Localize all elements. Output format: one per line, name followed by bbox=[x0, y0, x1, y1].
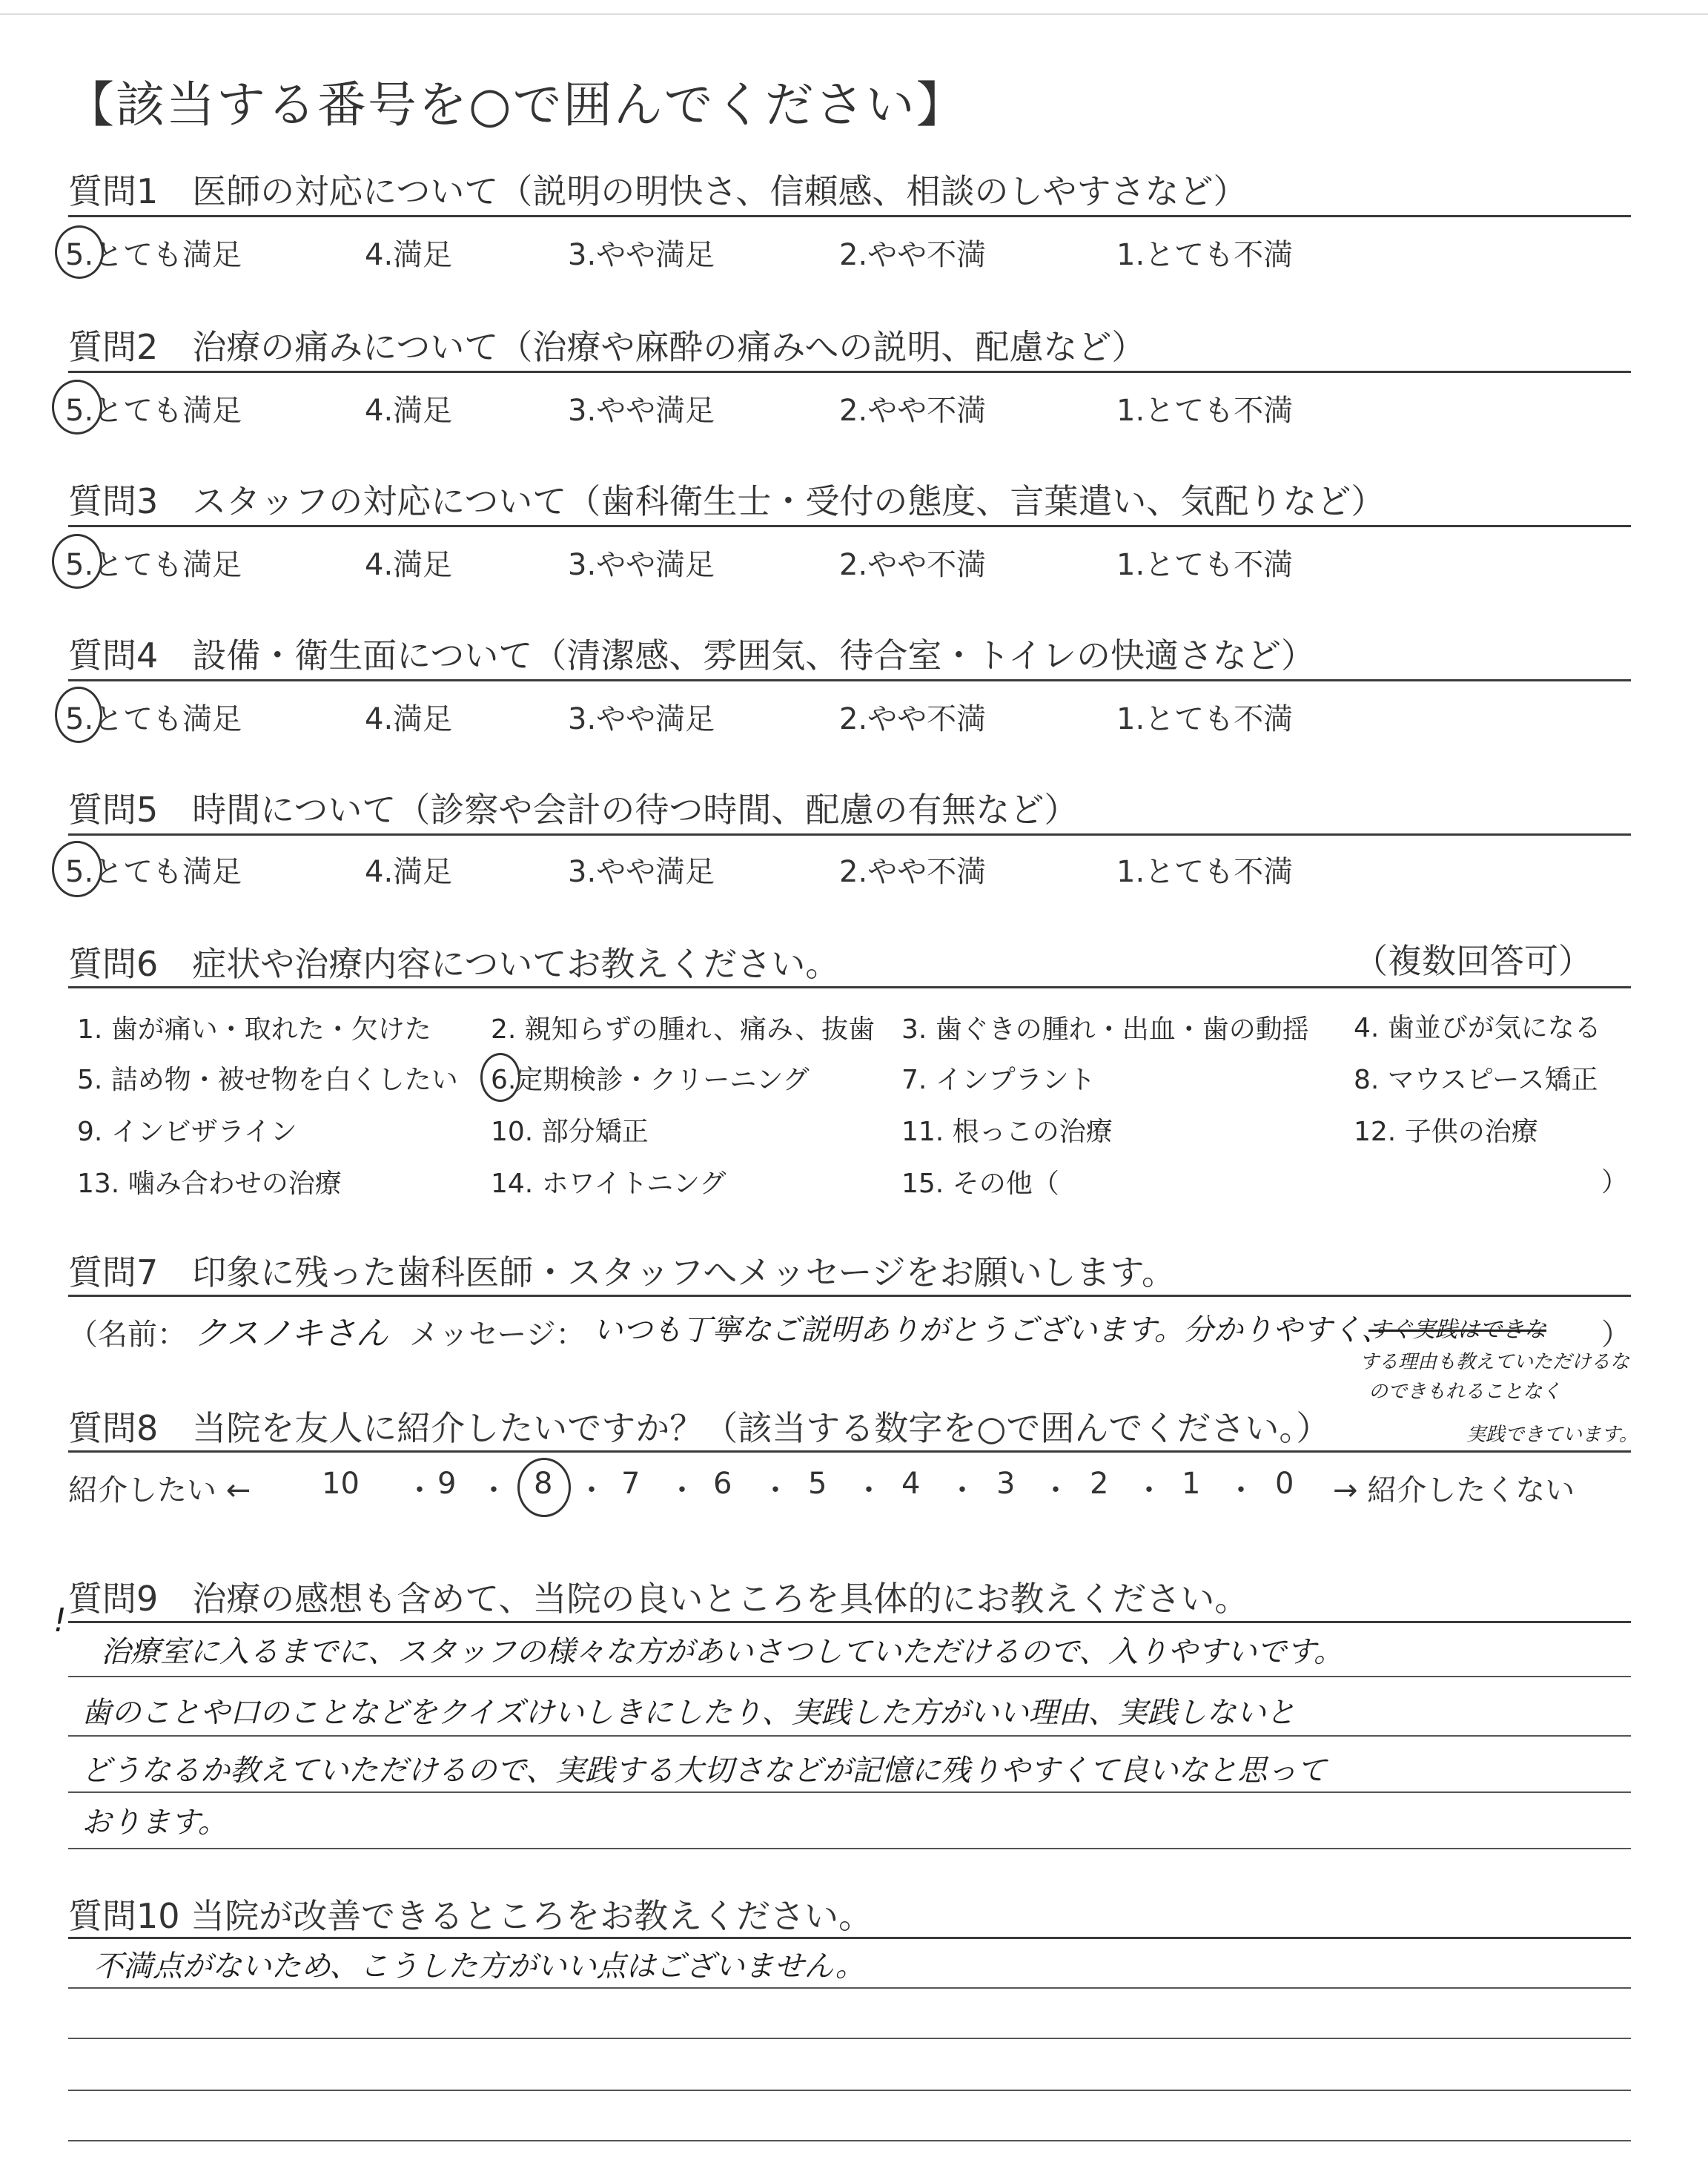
q1-option-2[interactable]: 2.やや不満 bbox=[839, 238, 987, 272]
q6-option-4[interactable]: 4. 歯並びが気になる bbox=[1354, 1013, 1601, 1043]
q8-scale-0[interactable]: 0 bbox=[1275, 1467, 1294, 1501]
q7-close-paren: ） bbox=[1601, 1318, 1631, 1352]
q9-line-1 bbox=[68, 1676, 1631, 1677]
q3-selection-circle bbox=[52, 534, 102, 589]
q6-option-8[interactable]: 8. マウスピース矯正 bbox=[1354, 1065, 1598, 1095]
q1-option-4[interactable]: 4.満足 bbox=[365, 238, 453, 272]
question-5-title: 質問5 時間について（診察や会計の待つ時間、配慮の有無など） bbox=[68, 790, 1079, 830]
q6-option-11[interactable]: 11. 根っこの治療 bbox=[901, 1117, 1113, 1147]
q8-scale-4[interactable]: 4 bbox=[901, 1467, 921, 1501]
question-1-rule bbox=[68, 215, 1631, 217]
question-6-title: 質問6 症状や治療内容についてお教えください。 bbox=[68, 944, 840, 984]
q7-name-label: （名前： bbox=[68, 1318, 187, 1352]
q6-option-6[interactable]: 6.定期検診・クリーニング bbox=[491, 1065, 810, 1095]
question-8-rule bbox=[68, 1450, 1631, 1453]
question-10-rule bbox=[68, 1937, 1631, 1939]
question-4-title: 質問4 設備・衛生面について（清潔感、雰囲気、待合室・トイレの快適さなど） bbox=[68, 635, 1316, 676]
q6-option-10[interactable]: 10. 部分矯正 bbox=[491, 1117, 649, 1147]
q6-option-9[interactable]: 9. インビザライン bbox=[77, 1117, 297, 1147]
question-10-title: 質問10 当院が改善できるところをお教えください。 bbox=[68, 1896, 873, 1936]
question-2-rule bbox=[68, 371, 1631, 373]
q8-scale-8[interactable]: 8 bbox=[534, 1467, 553, 1501]
q4-option-5[interactable]: 5.とても満足 bbox=[65, 702, 242, 736]
q6-option-7[interactable]: 7. インプラント bbox=[901, 1065, 1096, 1095]
q1-option-5[interactable]: 5.とても満足 bbox=[65, 238, 242, 272]
question-6-note: （複数回答可） bbox=[1354, 941, 1592, 981]
q10-line-4 bbox=[68, 2140, 1631, 2141]
q8-scale-2[interactable]: 2 bbox=[1090, 1467, 1109, 1501]
q2-option-4[interactable]: 4.満足 bbox=[365, 394, 453, 428]
q9-line-3 bbox=[68, 1791, 1631, 1793]
q2-selection-circle bbox=[52, 380, 102, 435]
question-3-title: 質問3 スタッフの対応について（歯科衛生士・受付の態度、言葉遣い、気配りなど） bbox=[68, 481, 1386, 521]
q6-option-5[interactable]: 5. 詰め物・被せ物を白くしたい bbox=[77, 1065, 458, 1095]
q6-option-2[interactable]: 2. 親知らずの腫れ、痛み、抜歯 bbox=[491, 1014, 875, 1045]
q9-margin-mark: ! bbox=[53, 1602, 67, 1639]
q7-message-value[interactable]: いつも丁寧なご説明ありがとうございます。分かりやすく、 bbox=[593, 1313, 1391, 1347]
q6-option-13[interactable]: 13. 噛み合わせの治療 bbox=[77, 1169, 342, 1199]
q4-selection-circle bbox=[55, 687, 102, 743]
q8-dot: ・ bbox=[1226, 1473, 1256, 1507]
question-9-title: 質問9 治療の感想も含めて、当院の良いところを具体的にお教えください。 bbox=[68, 1579, 1249, 1619]
q1-option-3[interactable]: 3.やや満足 bbox=[568, 238, 715, 272]
q6-option-1[interactable]: 1. 歯が痛い・取れた・欠けた bbox=[77, 1014, 431, 1045]
q8-scale-left-label: 紹介したい ← bbox=[68, 1473, 251, 1507]
q8-scale-right-label: → 紹介したくない bbox=[1333, 1473, 1575, 1507]
q8-dot: ・ bbox=[1041, 1473, 1070, 1507]
q3-option-5[interactable]: 5.とても満足 bbox=[65, 548, 242, 582]
q2-option-5[interactable]: 5.とても満足 bbox=[65, 394, 242, 428]
q6-option-15[interactable]: 15. その他（ bbox=[901, 1169, 1059, 1199]
q8-dot: ・ bbox=[1134, 1473, 1164, 1507]
q5-selection-circle bbox=[52, 841, 102, 897]
q2-option-1[interactable]: 1.とても不満 bbox=[1116, 394, 1294, 428]
q1-selection-circle bbox=[55, 225, 104, 279]
q4-option-4[interactable]: 4.満足 bbox=[365, 702, 453, 736]
q4-option-2[interactable]: 2.やや不満 bbox=[839, 702, 987, 736]
q6-option-3[interactable]: 3. 歯ぐきの腫れ・出血・歯の動揺 bbox=[901, 1014, 1309, 1045]
question-8-title: 質問8 当院を友人に紹介したいですか？（該当する数字を○で囲んでください。） bbox=[68, 1408, 1331, 1448]
q4-option-3[interactable]: 3.やや満足 bbox=[568, 702, 715, 736]
q8-dot: ・ bbox=[947, 1473, 977, 1507]
q9-line-4 bbox=[68, 1848, 1631, 1849]
q1-option-1[interactable]: 1.とても不満 bbox=[1116, 238, 1294, 272]
question-7-rule bbox=[68, 1295, 1631, 1297]
q10-line-3 bbox=[68, 2090, 1631, 2091]
q3-option-3[interactable]: 3.やや満足 bbox=[568, 548, 715, 582]
q8-dot: ・ bbox=[761, 1473, 790, 1507]
q6-option-12[interactable]: 12. 子供の治療 bbox=[1354, 1117, 1538, 1147]
question-1-title: 質問1 医師の対応について（説明の明快さ、信頼感、相談のしやすさなど） bbox=[68, 171, 1248, 211]
q10-line-1 bbox=[68, 1987, 1631, 1989]
q9-answer-line-4: おります。 bbox=[82, 1806, 228, 1840]
q8-scale-7[interactable]: 7 bbox=[621, 1467, 640, 1501]
q7-struck-text: すぐ実践はできな bbox=[1368, 1317, 1546, 1343]
q5-option-4[interactable]: 4.満足 bbox=[365, 855, 453, 889]
q8-scale-5[interactable]: 5 bbox=[808, 1467, 827, 1501]
question-7-title: 質問7 印象に残った歯科医師・スタッフへメッセージをお願いします。 bbox=[68, 1252, 1176, 1292]
question-5-rule bbox=[68, 833, 1631, 836]
q10-line-2 bbox=[68, 2038, 1631, 2039]
q7-name-value[interactable]: クスノキさん bbox=[194, 1315, 388, 1353]
q5-option-3[interactable]: 3.やや満足 bbox=[568, 855, 715, 889]
question-4-rule bbox=[68, 679, 1631, 681]
q3-option-1[interactable]: 1.とても不満 bbox=[1116, 548, 1294, 582]
q9-answer-line-3: どうなるか教えていただけるので、実践する大切さなどが記憶に残りやすくて良いなと思って bbox=[82, 1754, 1327, 1788]
question-9-rule bbox=[68, 1621, 1631, 1623]
q9-answer-line-1: 治療室に入るまでに、スタッフの様々な方があいさつしていただけるので、入りやすいです。 bbox=[101, 1635, 1343, 1669]
q5-option-5[interactable]: 5.とても満足 bbox=[65, 855, 242, 889]
q7-note-line-3: 実践できています。 bbox=[1466, 1424, 1638, 1446]
q9-line-2 bbox=[68, 1735, 1631, 1737]
q8-scale-6[interactable]: 6 bbox=[713, 1467, 732, 1501]
q8-dot: ・ bbox=[667, 1473, 697, 1507]
question-6-rule bbox=[68, 986, 1631, 988]
page-header: 【該当する番号を○で囲んでください】 bbox=[65, 76, 967, 133]
q8-scale-1[interactable]: 1 bbox=[1182, 1467, 1201, 1501]
q8-scale-9[interactable]: 9 bbox=[437, 1467, 457, 1501]
q3-option-4[interactable]: 4.満足 bbox=[365, 548, 453, 582]
q8-scale-3[interactable]: 3 bbox=[996, 1467, 1016, 1501]
q7-note-line-2: のできもれることなく bbox=[1368, 1381, 1562, 1403]
q2-option-3[interactable]: 3.やや満足 bbox=[568, 394, 715, 428]
q7-note-line-1: する理由も教えていただけるな bbox=[1360, 1351, 1630, 1373]
q6-selection-circle bbox=[480, 1053, 520, 1102]
top-border bbox=[0, 13, 1708, 15]
q4-option-1[interactable]: 1.とても不満 bbox=[1116, 702, 1294, 736]
q7-message-label: メッセージ： bbox=[409, 1318, 586, 1352]
q8-dot: ・ bbox=[854, 1473, 884, 1507]
q8-selection-circle bbox=[517, 1458, 571, 1517]
q5-option-2[interactable]: 2.やや不満 bbox=[839, 855, 987, 889]
q10-answer-text: 不満点がないため、こうした方がいい点はございません。 bbox=[93, 1949, 865, 1984]
q6-option-14[interactable]: 14. ホワイトニング bbox=[491, 1169, 726, 1199]
q3-option-2[interactable]: 2.やや不満 bbox=[839, 548, 987, 582]
q8-dot: ・ bbox=[577, 1473, 606, 1507]
q5-option-1[interactable]: 1.とても不満 bbox=[1116, 855, 1294, 889]
q8-dot: ・ bbox=[479, 1473, 509, 1507]
q9-answer-line-2: 歯のことや口のことなどをクイズけいしきにしたり、実践した方がいい理由、実践しないと bbox=[82, 1696, 1296, 1730]
question-2-title: 質問2 治療の痛みについて（治療や麻酔の痛みへの説明、配慮など） bbox=[68, 327, 1146, 367]
q2-option-2[interactable]: 2.やや不満 bbox=[839, 394, 987, 428]
q8-scale-10[interactable]: 10 bbox=[322, 1467, 360, 1501]
q6-option-15-close: ） bbox=[1601, 1167, 1629, 1198]
q8-dot: ・ bbox=[405, 1473, 434, 1507]
question-3-rule bbox=[68, 525, 1631, 527]
